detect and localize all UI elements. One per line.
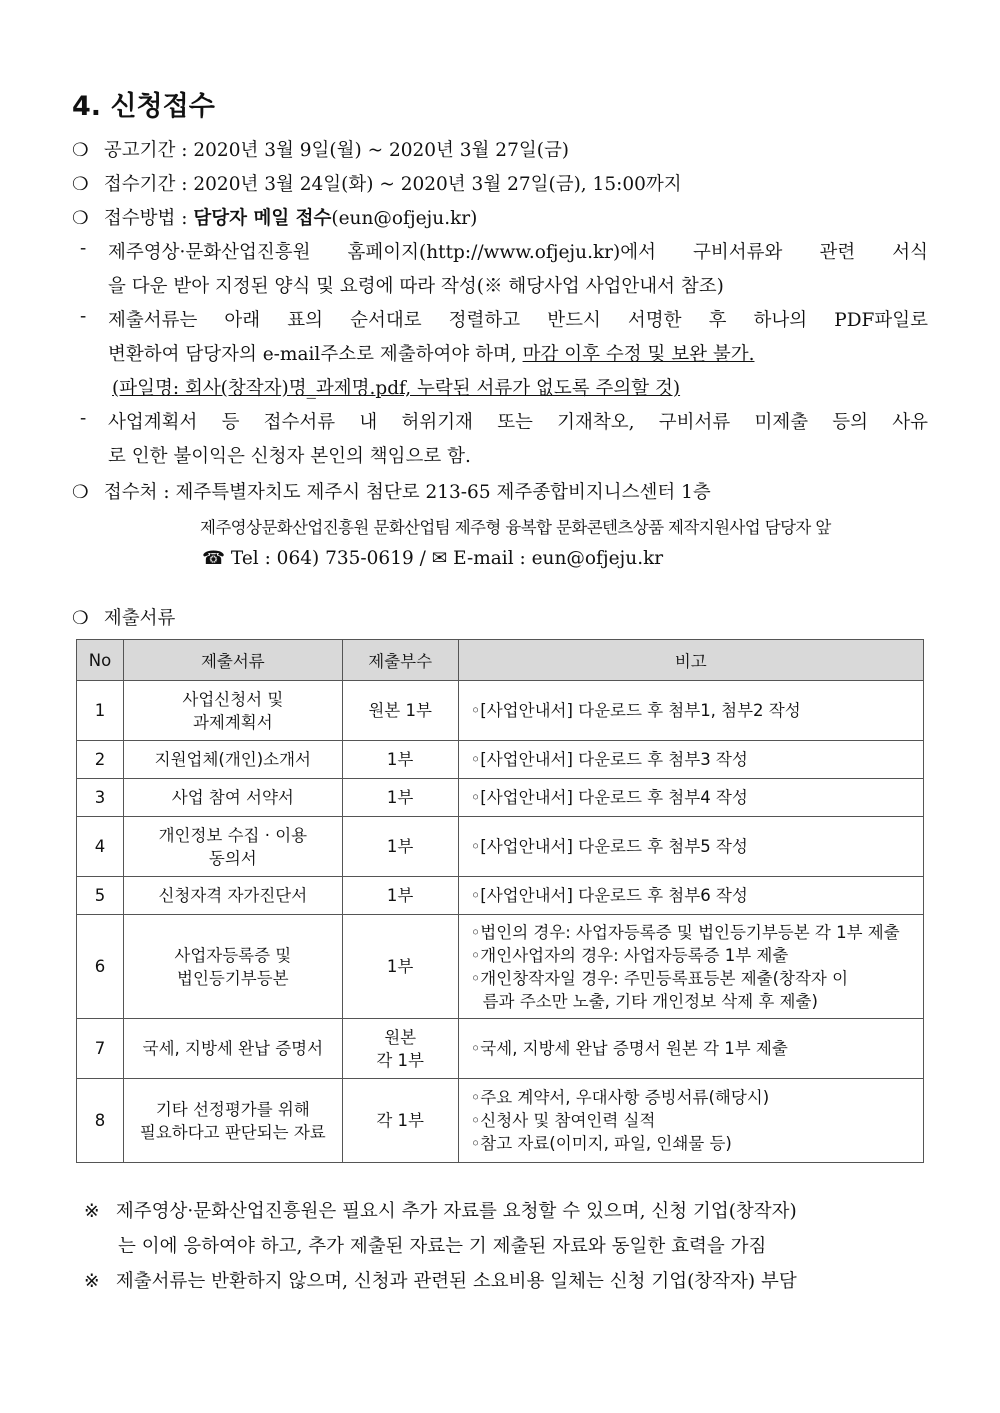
copies-line: 1부 — [386, 750, 414, 769]
row-doc-name — [123, 877, 342, 915]
doc-name-line: 사업 참여 서약서 — [171, 788, 294, 807]
receipt-place-address: 제주특별자치도 제주시 첨단로 213-65 제주종합비지니스센터 1층 — [175, 482, 711, 503]
doc-name-line: 개인정보 수집 · 이용 — [158, 825, 308, 845]
copies-line: 각 1부 — [376, 1111, 424, 1130]
note-item: ◦[사업안내서] 다운로드 후 첨부5 작성 — [470, 837, 748, 856]
row-copies — [342, 1079, 458, 1163]
instruction-1-line-1: 제주영상·문화산업진흥원 홈페이지(http://www.ofjeju.kr)에서 구비서류와 관련 서식 — [108, 242, 928, 263]
receipt-period-line: ❍ 접수기간 : 2020년 3월 24일(화) ~ 2020년 3월 27일(금), 15:00까지 — [72, 174, 682, 195]
docs-title: 제출서류 — [103, 608, 176, 629]
row-notes — [458, 817, 923, 877]
table-row — [77, 681, 924, 741]
receipt-place-recipient: 제주영상문화산업진흥원 문화산업팀 제주형 융복합 문화콘텐츠상품 제작지원사업 담당자 앞 — [200, 518, 831, 537]
copies-line: 원본 — [384, 1027, 417, 1047]
note-item: ◦주요 계약서, 우대사항 증빙서류(해당시) — [470, 1088, 770, 1107]
note-2: ※ 제출서류는 반환하지 않으며, 신청과 관련된 소요비용 일체는 신청 기업(창작자) 부담 — [84, 1271, 797, 1292]
row-no: 1 — [77, 681, 124, 741]
row-no: 8 — [77, 1079, 124, 1163]
note-item: ◦개인사업자의 경우: 사업자등록증 1부 제출 — [470, 945, 789, 965]
receipt-method-value: 담당자 메일 접수 — [193, 208, 332, 229]
deadline-warning: 마감 이후 수정 및 보완 불가. — [522, 344, 755, 365]
row-no: 3 — [77, 779, 124, 817]
instruction-2-line-1: 제출서류는 아래 표의 순서대로 정렬하고 반드시 서명한 후 하나의 PDF파일로 — [108, 310, 928, 331]
notice-period-label: 공고기간 — [103, 140, 176, 161]
note-item: ◦[사업안내서] 다운로드 후 첨부3 작성 — [470, 750, 748, 769]
contact-info: ☎ Tel : 064) 735-0619 / ✉ E-mail : eun@ofjeju.kr — [202, 548, 664, 569]
doc-name-line: 동의서 — [208, 848, 257, 868]
note-item: ◦[사업안내서] 다운로드 후 첨부1, 첨부2 작성 — [470, 701, 801, 720]
row-doc-name — [123, 817, 342, 877]
filename-rule: (파일명: 회사(창작자)명_과제명.pdf, 누락된 서류가 없도록 주의할 것) — [112, 378, 681, 399]
row-copies — [342, 915, 458, 1019]
row-no: 5 — [77, 877, 124, 915]
header-no: No — [77, 640, 124, 681]
row-notes — [458, 877, 923, 915]
doc-name-line: 과제계획서 — [192, 712, 273, 732]
row-doc-name — [123, 741, 342, 779]
row-notes — [458, 1019, 923, 1079]
instruction-1-line-2: 을 다운 받아 지정된 양식 및 요령에 따라 작성(※ 해당사업 사업안내서 참조) — [108, 276, 724, 297]
row-notes — [458, 915, 923, 1019]
row-notes — [458, 741, 923, 779]
note-item: ◦법인의 경우: 사업자등록증 및 법인등기부등본 각 1부 제출 — [470, 922, 900, 942]
instruction-2-line-2: 변환하여 담당자의 e-mail주소로 제출하여야 하며, 마감 이후 수정 및 보완 불가. — [108, 344, 755, 365]
receipt-period-label: 접수기간 — [103, 174, 176, 195]
dash-marker: - — [80, 408, 87, 429]
notice-period-line: ❍ 공고기간 : 2020년 3월 9일(월) ~ 2020년 3월 27일(금) — [72, 140, 570, 161]
row-notes — [458, 779, 923, 817]
row-no: 6 — [77, 915, 124, 1019]
bullet-circle-icon: ❍ — [72, 174, 89, 195]
notice-period-value: 2020년 3월 9일(월) ~ 2020년 3월 27일(금) — [193, 140, 570, 161]
table-row — [77, 817, 924, 877]
row-copies — [342, 741, 458, 779]
header-copies: 제출부수 — [342, 640, 458, 681]
copies-line: 원본 1부 — [368, 701, 432, 720]
instruction-3-line-2: 로 인한 불이익은 신청자 본인의 책임으로 함. — [108, 446, 471, 467]
note-item: ◦[사업안내서] 다운로드 후 첨부6 작성 — [470, 886, 748, 905]
doc-name-line: 필요하다고 판단되는 자료 — [139, 1122, 326, 1142]
row-doc-name — [123, 681, 342, 741]
table-header-row — [77, 640, 924, 681]
row-copies — [342, 779, 458, 817]
doc-name-line: 사업신청서 및 — [182, 689, 284, 709]
copies-line: 1부 — [386, 957, 414, 976]
table-row — [77, 877, 924, 915]
note-item: ◦개인창작자일 경우: 주민등록표등본 제출(창작자 이 — [470, 968, 849, 988]
row-copies — [342, 1019, 458, 1079]
copies-line: 1부 — [386, 837, 414, 856]
doc-name-line: 사업자등록증 및 — [174, 945, 292, 965]
table-row — [77, 915, 924, 1019]
row-no: 4 — [77, 817, 124, 877]
note-item: ◦신청사 및 참여인력 실적 — [470, 1111, 656, 1130]
table-row — [77, 741, 924, 779]
dash-marker: - — [80, 238, 87, 259]
row-copies — [342, 877, 458, 915]
copies-line: 1부 — [386, 788, 414, 807]
bullet-circle-icon: ❍ — [72, 608, 89, 629]
receipt-period-value: 2020년 3월 24일(화) ~ 2020년 3월 27일(금), 15:00까지 — [193, 174, 682, 195]
receipt-place-line: ❍ 접수처 : 제주특별자치도 제주시 첨단로 213-65 제주종합비지니스센터 1층 — [72, 482, 711, 503]
doc-name-line: 국세, 지방세 완납 증명서 — [142, 1039, 324, 1058]
receipt-email: (eun@ofjeju.kr) — [331, 208, 478, 229]
row-doc-name — [123, 779, 342, 817]
copies-line: 각 1부 — [376, 1050, 424, 1070]
bullet-circle-icon: ❍ — [72, 208, 89, 229]
note-1-line-2: 는 이에 응하여야 하고, 추가 제출된 자료는 기 제출된 자료와 동일한 효력을 가짐 — [118, 1236, 767, 1257]
receipt-place-label: 접수처 — [103, 482, 158, 503]
bullet-circle-icon: ❍ — [72, 140, 89, 161]
doc-name-line: 법인등기부등본 — [177, 968, 289, 988]
doc-name-line: 지원업체(개인)소개서 — [154, 750, 311, 769]
docs-title-line — [72, 604, 175, 630]
doc-name-line: 기타 선정평가를 위해 — [155, 1099, 310, 1119]
note-item: ◦[사업안내서] 다운로드 후 첨부4 작성 — [470, 788, 748, 807]
note-item: 름과 주소만 노출, 기타 개인정보 삭제 후 제출) — [482, 991, 818, 1011]
receipt-method-label: 접수방법 — [103, 208, 176, 229]
dash-marker: - — [80, 306, 87, 327]
row-doc-name — [123, 1019, 342, 1079]
header-doc: 제출서류 — [123, 640, 342, 681]
reference-mark-icon: ※ — [84, 1271, 100, 1292]
table-row — [77, 1079, 924, 1163]
row-notes — [458, 1079, 923, 1163]
row-no: 2 — [77, 741, 124, 779]
instruction-3-line-1: 사업계획서 등 접수서류 내 허위기재 또는 기재착오, 구비서류 미제출 등의 사유 — [108, 412, 928, 433]
reference-mark-icon: ※ — [84, 1201, 100, 1222]
note-1-line-1: ※ 제주영상·문화산업진흥원은 필요시 추가 자료를 요청할 수 있으며, 신청 기업(창작자) — [84, 1201, 797, 1222]
note-item: ◦참고 자료(이미지, 파일, 인쇄물 등) — [470, 1134, 732, 1153]
copies-line: 1부 — [386, 886, 414, 905]
row-copies — [342, 681, 458, 741]
bullet-circle-icon: ❍ — [72, 482, 89, 503]
table-row — [77, 1019, 924, 1079]
note-item: ◦국세, 지방세 완납 증명서 원본 각 1부 제출 — [470, 1039, 788, 1058]
doc-name-line: 신청자격 자가진단서 — [158, 886, 308, 905]
receipt-method-line: ❍ 접수방법 : 담당자 메일 접수(eun@ofjeju.kr) — [72, 208, 478, 229]
section-heading: 4. 신청접수 — [72, 91, 215, 122]
row-no: 7 — [77, 1019, 124, 1079]
header-notes: 비고 — [458, 640, 923, 681]
row-doc-name — [123, 1079, 342, 1163]
row-doc-name — [123, 915, 342, 1019]
submission-docs-table — [76, 639, 924, 1163]
table-row — [77, 779, 924, 817]
row-copies — [342, 817, 458, 877]
row-notes — [458, 681, 923, 741]
